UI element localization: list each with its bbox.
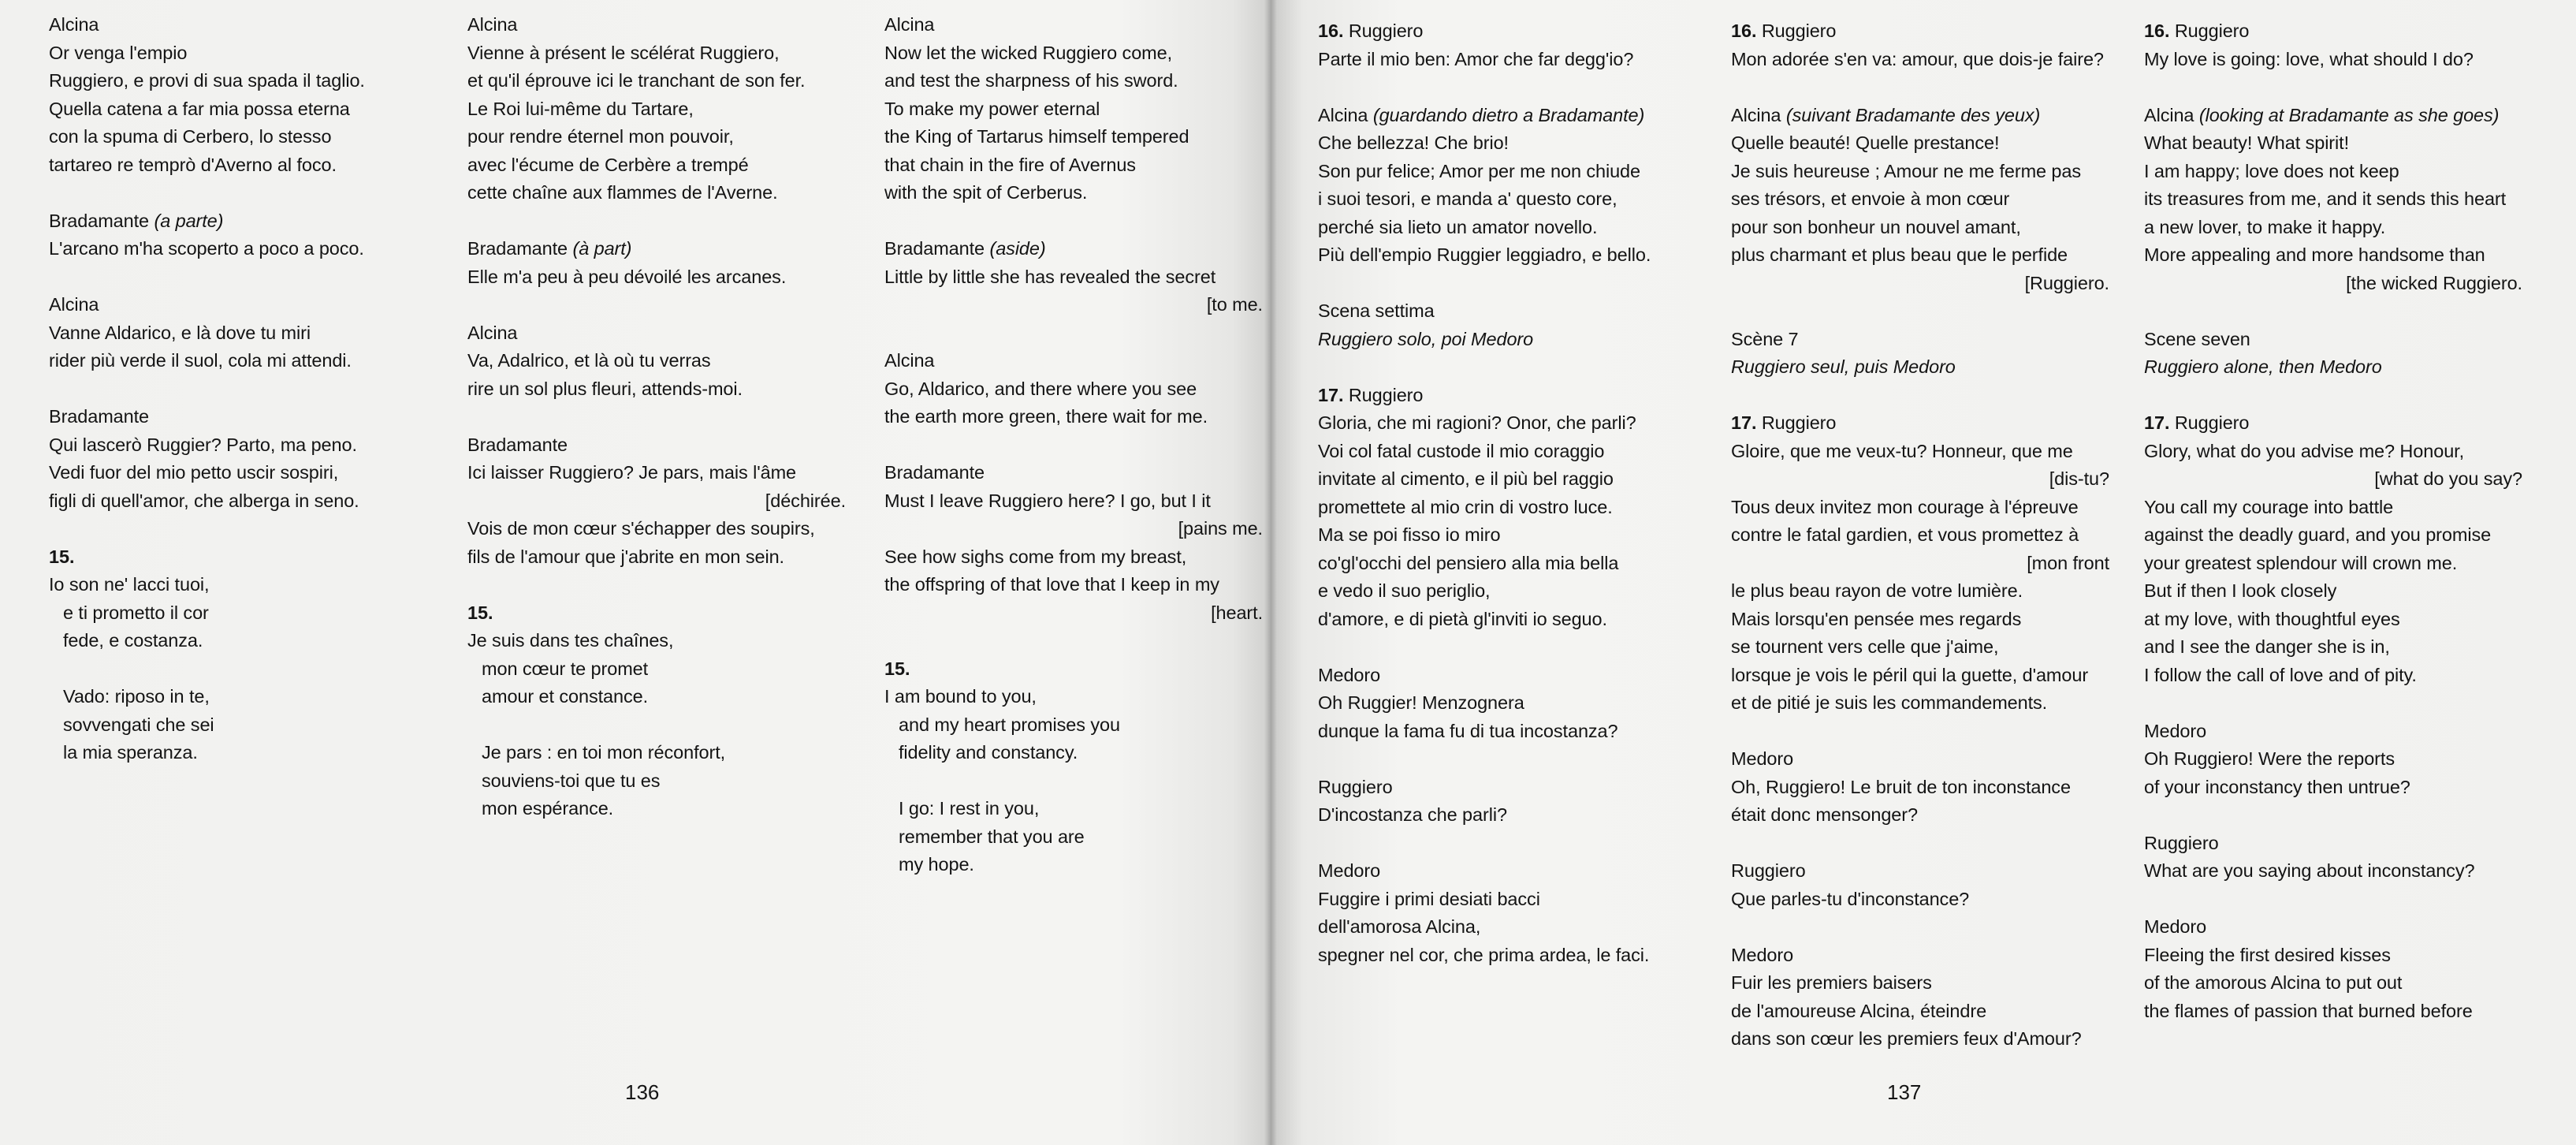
text-line: Parte il mio ben: Amor che far degg'io? <box>1318 48 1634 69</box>
speech-block <box>1731 745 2125 830</box>
text-line: [Ruggiero. <box>2024 272 2109 293</box>
speaker-name: Bradamante <box>467 434 568 455</box>
speech-block <box>1318 857 1712 969</box>
speaker-line <box>884 459 1271 487</box>
text-line: [mon front <box>2027 552 2109 573</box>
speaker-name: Medoro <box>1731 944 1794 965</box>
speaker-name: Alcina <box>884 14 935 35</box>
speaker-line <box>49 543 443 572</box>
stage-direction: (guardando dietro a Bradamante) <box>1372 104 1645 125</box>
speech-block <box>2144 409 2538 689</box>
number-label: 17. <box>1731 412 1757 433</box>
speaker-name: Bradamante <box>467 238 568 259</box>
text-line: Ma se poi fisso io miro <box>1318 524 1501 545</box>
text-line: and test the sharpness of his sword. <box>884 70 1178 91</box>
speaker-name: Ruggiero <box>1348 384 1424 405</box>
speaker-line <box>1318 857 1712 886</box>
text-line: D'incostanza che parli? <box>1318 804 1507 825</box>
left-french-column <box>467 0 862 1145</box>
text-line: Io son ne' lacci tuoi, <box>49 574 210 595</box>
text-line: et de pitié je suis les commandements. <box>1731 692 2048 713</box>
text-line: Quelle beauté! Quelle prestance! <box>1731 132 2000 153</box>
text-line: its treasures from me, and it sends this heart <box>2144 188 2507 209</box>
text-line: Je suis dans tes chaînes, <box>467 630 674 651</box>
speech-block <box>1731 857 2125 913</box>
speech-block <box>467 319 862 404</box>
text-line: Je pars : en toi mon réconfort, <box>482 742 726 763</box>
text-line <box>49 655 443 684</box>
speaker-line <box>884 235 1271 263</box>
text-line: rire un sol plus fleuri, attends-moi. <box>467 378 743 399</box>
speaker-line <box>467 319 862 348</box>
scene-stage-direction: Ruggiero alone, then Medoro <box>2144 356 2382 377</box>
text-line: Mon adorée s'en va: amour, que dois-je faire? <box>1731 48 2104 69</box>
text-line: Quella catena a far mia possa eterna <box>49 98 350 119</box>
text-line: What are you saying about inconstancy? <box>2144 860 2475 881</box>
text-line: perché sia lieto un amator novello. <box>1318 216 1598 237</box>
speech-block <box>1731 102 2125 298</box>
speech-block <box>884 347 1271 431</box>
left-page <box>0 0 1271 1145</box>
speaker-name: Ruggiero <box>1761 21 1837 41</box>
text-line: fidelity and constancy. <box>899 742 1078 763</box>
text-line: at my love, with thoughtful eyes <box>2144 608 2400 629</box>
text-line: Elle m'a peu à peu dévoilé les arcanes. <box>467 266 787 287</box>
right-page <box>1271 0 2576 1145</box>
text-line: Glory, what do you advise me? Honour, <box>2144 440 2465 461</box>
speaker-name: Alcina <box>49 294 99 315</box>
text-line: Più dell'empio Ruggier leggiadro, e bello. <box>1318 244 1651 265</box>
text-line: la mia speranza. <box>63 742 198 763</box>
speech-block <box>1318 382 1712 634</box>
text-line: plus charmant et plus beau que le perfide <box>1731 244 2068 265</box>
speech-block <box>2144 913 2538 1025</box>
scene-title: Scène 7 <box>1731 328 1799 349</box>
text-line: Must I leave Ruggiero here? I go, but I it <box>884 490 1211 511</box>
text-line: dans son cœur les premiers feux d'Amour? <box>1731 1028 2082 1049</box>
text-line: [heart. <box>1211 602 1263 623</box>
speaker-line <box>467 235 862 263</box>
speech-block <box>467 11 862 207</box>
text-line: Gloria, che mi ragioni? Onor, che parli? <box>1318 412 1636 433</box>
text-line: co'gl'occhi del pensiero alla mia bella <box>1318 552 1619 573</box>
speaker-name: Bradamante <box>884 462 985 483</box>
speech-block <box>49 403 443 515</box>
speaker-name: Alcina <box>884 350 935 371</box>
text-line: le plus beau rayon de votre lumière. <box>1731 580 2023 601</box>
text-line: spegner nel cor, che prima ardea, le faci. <box>1318 944 1650 965</box>
speech-block <box>1731 17 2125 73</box>
text-line: Mais lorsqu'en pensée mes regards <box>1731 608 2022 629</box>
text-line: tartareo re temprò d'Averno al foco. <box>49 154 337 175</box>
speaker-name: Ruggiero <box>1348 21 1424 41</box>
speech-block <box>1731 942 2125 1054</box>
right-italian-column <box>1318 0 1712 1145</box>
speaker-name: Ruggiero <box>2174 412 2250 433</box>
speaker-line <box>1318 17 1712 46</box>
text-line: my hope. <box>899 854 974 875</box>
text-line: Or venga l'empio <box>49 42 188 63</box>
text-line: pour son bonheur un nouvel amant, <box>1731 216 2021 237</box>
text-line: Va, Adalrico, et là où tu verras <box>467 350 711 371</box>
speech-block <box>2144 830 2538 886</box>
text-line: mon cœur te promet <box>482 658 649 679</box>
text-line: fils de l'amour que j'abrite en mon sein. <box>467 546 784 567</box>
text-line: pour rendre éternel mon pouvoir, <box>467 126 734 147</box>
text-line: Ici laisser Ruggiero? Je pars, mais l'âme <box>467 462 797 483</box>
speaker-name: Bradamante <box>49 210 150 231</box>
speaker-line <box>2144 409 2538 438</box>
speech-block <box>884 235 1271 319</box>
speaker-line <box>1731 745 2125 774</box>
text-line: Je suis heureuse ; Amour ne me ferme pas <box>1731 160 2082 181</box>
text-line: mon espérance. <box>482 798 614 819</box>
speaker-line <box>49 207 443 236</box>
text-line: L'arcano m'ha scoperto a poco a poco. <box>49 238 364 259</box>
speaker-name: Alcina <box>467 14 518 35</box>
text-line: See how sighs come from my breast, <box>884 546 1187 567</box>
speaker-line <box>49 403 443 431</box>
text-line: Go, Aldarico, and there where you see <box>884 378 1197 399</box>
speech-block <box>2144 102 2538 298</box>
stage-direction: (à part) <box>572 238 632 259</box>
scene-stage-direction: Ruggiero seul, puis Medoro <box>1731 356 1956 377</box>
stage-direction: (aside) <box>989 238 1046 259</box>
text-line: What beauty! What spirit! <box>2144 132 2350 153</box>
speech-block <box>1318 297 1712 353</box>
text-line: Little by little she has revealed the secret <box>884 266 1216 287</box>
text-line: lorsque je vois le péril qui la guette, d'amour <box>1731 664 2089 685</box>
page-number-left: 136 <box>625 1080 660 1104</box>
text-line: [to me. <box>1206 294 1263 315</box>
speaker-name: Ruggiero <box>1731 860 1806 881</box>
speaker-line <box>1731 409 2125 438</box>
text-line: rider più verde il suol, cola mi attendi. <box>49 350 352 371</box>
text-line: I go: I rest in you, <box>899 798 1040 819</box>
speech-block <box>1318 102 1712 270</box>
speech-block <box>1731 409 2125 718</box>
text-line: contre le fatal gardien, et vous promettez à <box>1731 524 2079 545</box>
text-line: e vedo il suo periglio, <box>1318 580 1491 601</box>
speaker-line <box>467 431 862 460</box>
number-label: 16. <box>2144 21 2170 41</box>
speaker-line <box>884 11 1271 39</box>
speech-block <box>1731 326 2125 382</box>
scene-stage-direction: Ruggiero solo, poi Medoro <box>1318 328 1534 349</box>
text-line: Che bellezza! Che brio! <box>1318 132 1509 153</box>
number-label: 15. <box>467 602 493 623</box>
text-line: était donc mensonger? <box>1731 804 1918 825</box>
speech-block <box>1318 662 1712 746</box>
speech-block <box>884 459 1271 627</box>
text-line: Gloire, que me veux-tu? Honneur, que me <box>1731 440 2073 461</box>
text-line: sovvengati che sei <box>63 714 214 735</box>
speaker-line <box>1318 774 1712 802</box>
text-line: the offspring of that love that I keep in my <box>884 574 1219 595</box>
speech-block <box>49 543 443 767</box>
text-line: Vienne à présent le scélérat Ruggiero, <box>467 42 780 63</box>
text-line: con la spuma di Cerbero, lo stesso <box>49 126 332 147</box>
stage-direction: (a parte) <box>154 210 224 231</box>
speaker-line <box>467 11 862 39</box>
text-line: Oh Ruggier! Menzognera <box>1318 692 1524 713</box>
speaker-line <box>1731 102 2125 130</box>
number-label: 15. <box>884 658 910 679</box>
speech-block <box>1318 774 1712 830</box>
text-line: i suoi tesori, e manda a' questo core, <box>1318 188 1617 209</box>
speech-block <box>49 291 443 375</box>
text-line: de l'amoureuse Alcina, éteindre <box>1731 1000 1987 1021</box>
speech-block <box>2144 718 2538 802</box>
book-gutter <box>1264 0 1277 1145</box>
speaker-name: Bradamante <box>884 238 985 259</box>
text-line: e ti prometto il cor <box>63 602 209 623</box>
speaker-line <box>1318 102 1712 130</box>
speaker-line <box>2144 17 2538 46</box>
stage-direction: (looking at Bradamante as she goes) <box>2198 104 2500 125</box>
speaker-name: Alcina <box>467 322 518 343</box>
speech-block <box>467 235 862 291</box>
speech-block <box>49 11 443 179</box>
text-line: the earth more green, there wait for me. <box>884 406 1208 427</box>
text-line: a new lover, to make it happy. <box>2144 216 2386 237</box>
speaker-line <box>1318 382 1712 410</box>
text-line: You call my courage into battle <box>2144 496 2394 517</box>
speaker-line <box>884 655 1271 684</box>
speaker-name: Ruggiero <box>2174 21 2250 41</box>
speaker-name: Alcina <box>1318 104 1368 125</box>
speaker-name: Medoro <box>1318 664 1381 685</box>
text-line: and my heart promises you <box>899 714 1120 735</box>
text-line: Fuggire i primi desiati bacci <box>1318 888 1540 909</box>
speaker-name: Alcina <box>49 14 99 35</box>
text-line: fede, e costanza. <box>63 630 203 651</box>
text-line: Son pur felice; Amor per me non chiude <box>1318 160 1640 181</box>
text-line: My love is going: love, what should I do? <box>2144 48 2474 69</box>
speech-block <box>467 431 862 572</box>
speaker-line <box>2144 913 2538 942</box>
speech-block <box>2144 17 2538 73</box>
text-line: against the deadly guard, and you promise <box>2144 524 2492 545</box>
text-line: Oh Ruggiero! Were the reports <box>2144 748 2395 769</box>
speech-block <box>884 11 1271 207</box>
text-line: figli di quell'amor, che alberga in seno. <box>49 490 359 511</box>
speaker-line <box>2144 718 2538 746</box>
speaker-name: Medoro <box>1318 860 1381 881</box>
speech-block <box>2144 326 2538 382</box>
text-line: avec l'écume de Cerbère a trempé <box>467 154 749 175</box>
text-line <box>467 711 862 740</box>
speaker-line <box>1318 662 1712 690</box>
speaker-line <box>1731 17 2125 46</box>
speaker-name: Alcina <box>1731 104 1781 125</box>
speaker-line <box>1731 857 2125 886</box>
text-line: Vanne Aldarico, e là dove tu miri <box>49 322 311 343</box>
text-line: of your inconstancy then untrue? <box>2144 776 2410 797</box>
number-label: 16. <box>1731 21 1757 41</box>
text-line: Que parles-tu d'inconstance? <box>1731 888 1970 909</box>
speaker-name: Ruggiero <box>2144 832 2219 853</box>
number-label: 15. <box>49 546 75 567</box>
speaker-line <box>2144 830 2538 858</box>
text-line <box>884 767 1271 796</box>
text-line: Fleeing the first desired kisses <box>2144 944 2391 965</box>
text-line: I am happy; love does not keep <box>2144 160 2399 181</box>
speaker-line <box>467 599 862 628</box>
right-english-column <box>2144 0 2538 1145</box>
text-line: dell'amorosa Alcina, <box>1318 916 1481 937</box>
speaker-line <box>1731 942 2125 970</box>
text-line: remember that you are <box>899 826 1085 847</box>
text-line: [what do you say? <box>2374 468 2522 489</box>
text-line: Vado: riposo in te, <box>63 686 210 707</box>
speech-block <box>884 655 1271 879</box>
speech-block <box>1318 17 1712 73</box>
text-line: the flames of passion that burned before <box>2144 1000 2473 1021</box>
text-line: ses trésors, et envoie à mon cœur <box>1731 188 2010 209</box>
text-line: [the wicked Ruggiero. <box>2346 272 2522 293</box>
right-french-column <box>1731 0 2125 1145</box>
text-line: [déchirée. <box>765 490 846 511</box>
text-line: Fuir les premiers baisers <box>1731 972 1932 993</box>
speaker-line <box>2144 102 2538 130</box>
text-line: et qu'il éprouve ici le tranchant de son fer. <box>467 70 806 91</box>
text-line: To make my power eternal <box>884 98 1100 119</box>
text-line: But if then I look closely <box>2144 580 2337 601</box>
speaker-name: Bradamante <box>49 406 150 427</box>
text-line: that chain in the fire of Avernus <box>884 154 1136 175</box>
speaker-name: Ruggiero <box>1318 776 1393 797</box>
speaker-line <box>49 11 443 39</box>
text-line: souviens-toi que tu es <box>482 770 661 791</box>
speech-block <box>49 207 443 263</box>
text-line: Vois de mon cœur s'échapper des soupirs, <box>467 518 815 539</box>
speaker-line <box>884 347 1271 375</box>
text-line: promettete al mio crin di vostro luce. <box>1318 496 1613 517</box>
speaker-name: Alcina <box>2144 104 2194 125</box>
text-line: Voi col fatal custode il mio coraggio <box>1318 440 1605 461</box>
text-line: of the amorous Alcina to put out <box>2144 972 2403 993</box>
speech-block <box>467 599 862 823</box>
text-line: cette chaîne aux flammes de l'Averne. <box>467 182 778 203</box>
speaker-name: Medoro <box>1731 748 1794 769</box>
text-line: Tous deux invitez mon courage à l'épreuve <box>1731 496 2079 517</box>
text-line: d'amore, e di pietà gl'inviti io seguo. <box>1318 608 1607 629</box>
page-number-right: 137 <box>1887 1080 1922 1104</box>
number-label: 17. <box>1318 384 1344 405</box>
left-english-column <box>884 0 1271 1145</box>
text-line: I follow the call of love and of pity. <box>2144 664 2417 685</box>
speaker-line <box>49 291 443 319</box>
text-line: and I see the danger she is in, <box>2144 636 2390 657</box>
text-line: invitate al cimento, e il più bel raggio <box>1318 468 1614 489</box>
number-label: 16. <box>1318 21 1344 41</box>
text-line: Qui lascerò Ruggier? Parto, ma peno. <box>49 434 357 455</box>
left-italian-column <box>49 0 443 1145</box>
text-line: Ruggiero, e provi di sua spada il taglio. <box>49 70 365 91</box>
text-line: [pains me. <box>1178 518 1263 539</box>
stage-direction: (suivant Bradamante des yeux) <box>1785 104 2041 125</box>
number-label: 17. <box>2144 412 2170 433</box>
text-line: with the spit of Cerberus. <box>884 182 1088 203</box>
scene-title: Scene seven <box>2144 328 2250 349</box>
text-line: Le Roi lui-même du Tartare, <box>467 98 694 119</box>
scene-title: Scena settima <box>1318 300 1435 321</box>
text-line: se tournent vers celle que j'aime, <box>1731 636 1999 657</box>
speaker-name: Medoro <box>2144 916 2207 937</box>
text-line: Vedi fuor del mio petto uscir sospiri, <box>49 462 339 483</box>
text-line: dunque la fama fu di tua incostanza? <box>1318 720 1618 741</box>
text-line: your greatest splendour will crown me. <box>2144 552 2458 573</box>
speaker-name: Ruggiero <box>1761 412 1837 433</box>
text-line: amour et constance. <box>482 686 649 707</box>
text-line: Now let the wicked Ruggiero come, <box>884 42 1173 63</box>
text-line: [dis-tu? <box>2049 468 2109 489</box>
text-line: Oh, Ruggiero! Le bruit de ton inconstance <box>1731 776 2071 797</box>
text-line: More appealing and more handsome than <box>2144 244 2485 265</box>
text-line: I am bound to you, <box>884 686 1037 707</box>
text-line: the King of Tartarus himself tempered <box>884 126 1189 147</box>
speaker-name: Medoro <box>2144 720 2207 741</box>
